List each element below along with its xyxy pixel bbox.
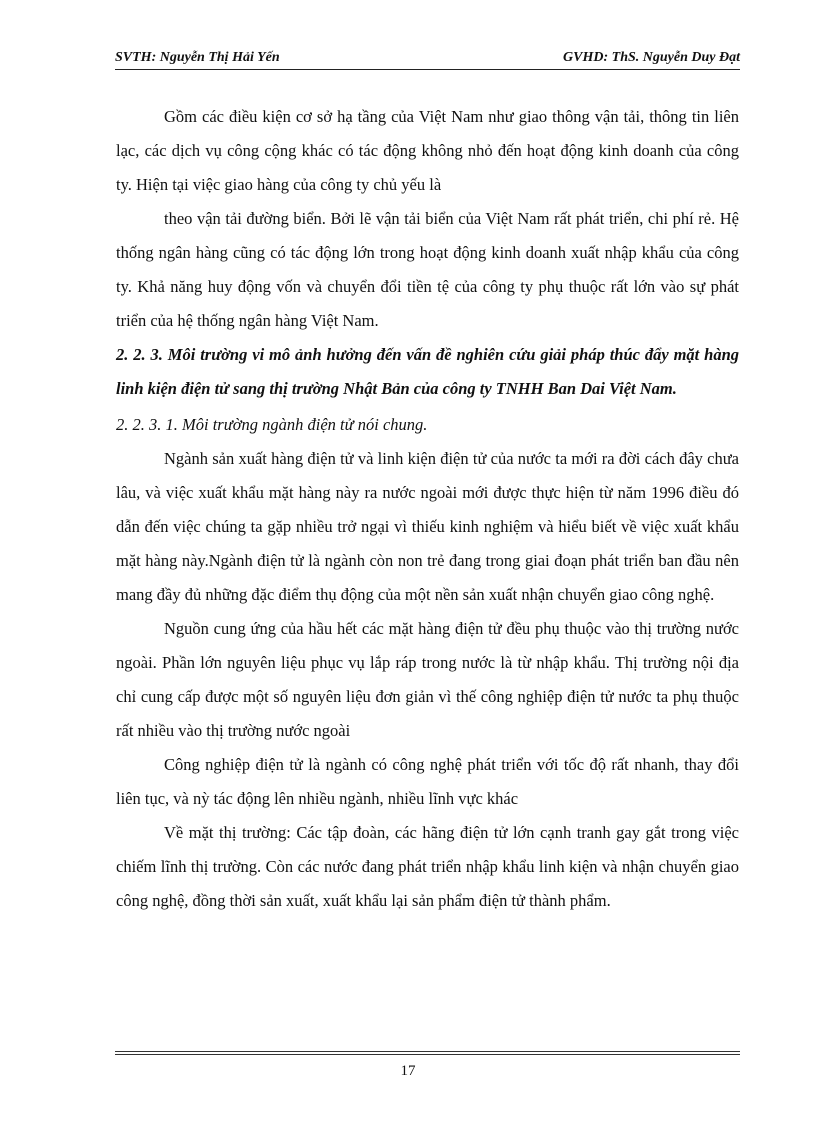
header-rule	[115, 69, 740, 70]
paragraph-infrastructure: Gồm các điều kiện cơ sở hạ tầng của Việt Nam như giao thông vận tải, thông tin liên lạc, các dịch vụ công cộng khác có tác động không nhỏ đến hoạt động kinh doanh của công ty. Hiện tại việc giao hàng của công ty chủ yếu là	[116, 107, 739, 194]
section-heading: 2. 2. 3. Môi trường vi mô ảnh hưởng đến vấn đề nghiên cứu giải pháp thúc đẩy mặt hàng linh kiện điện tử sang thị trường Nhật Bản của công ty TNHH Ban Dai Việt Nam.	[116, 345, 739, 398]
paragraph-technology: Công nghiệp điện tử là ngành có công nghệ phát triển với tốc độ rất nhanh, thay đổi liên tục, và nỳ tác động lên nhiều ngành, nhiều lĩnh vực khác	[116, 755, 739, 808]
footer-rule	[115, 1051, 740, 1052]
document-body	[116, 100, 739, 918]
page-header	[115, 50, 740, 68]
paragraph-transport-banking: theo vận tải đường biển. Bởi lẽ vận tải biển của Việt Nam rất phát triển, chi phí rẻ. Hệ thống ngân hàng cũng có tác động lớn trong hoạt động kinh doanh xuất nhập khẩu của công ty. Khả năng huy động vốn và chuyển đổi tiền tệ của công ty phụ thuộc rất lớn vào sự phát triển của hệ thống ngân hàng Việt Nam.	[116, 209, 739, 330]
advisor-name: GVHD: ThS. Nguyễn Duy Đạt	[563, 50, 740, 65]
footer-rule-double	[115, 1054, 740, 1055]
subsection-heading: 2. 2. 3. 1. Môi trường ngành điện tử nói chung.	[116, 415, 428, 434]
student-name: SVTH: Nguyễn Thị Hải Yến	[115, 50, 280, 65]
paragraph-supply-sources: Nguồn cung ứng của hầu hết các mặt hàng điện tử đều phụ thuộc vào thị trường nước ngoài. Phần lớn nguyên liệu phục vụ lắp ráp trong nước là từ nhập khẩu. Thị trường nội địa chỉ cung cấp được một số nguyên liệu đơn giản vì thế công nghiệp điện tử nước ta phụ thuộc rất nhiều vào thị trường nước ngoài	[116, 619, 739, 740]
paragraph-market: Về mặt thị trường: Các tập đoàn, các hãng điện tử lớn cạnh tranh gay gắt trong việc chiếm lĩnh thị trường. Còn các nước đang phát triển nhập khẩu linh kiện và nhận chuyển giao công nghệ, đồng thời sản xuất, xuất khẩu lại sản phẩm điện tử thành phẩm.	[116, 823, 739, 910]
paragraph-electronics-industry: Ngành sản xuất hàng điện tử và linh kiện điện tử của nước ta mới ra đời cách đây chưa lâu, và việc xuất khẩu mặt hàng này ra nước ngoài mới được thực hiện từ năm 1996 điều đó dẫn đến việc chúng ta gặp nhiều trở ngại vì thiếu kinh nghiệm và hiểu biết về việc xuất khẩu mặt hàng này.Ngành điện tử là ngành còn non trẻ đang trong giai đoạn phát triển ban đầu nên mang đầy đủ những đặc điểm thụ động của một nền sản xuất nhận chuyển giao công nghệ.	[116, 449, 739, 604]
page-number: 17	[400, 1063, 416, 1079]
